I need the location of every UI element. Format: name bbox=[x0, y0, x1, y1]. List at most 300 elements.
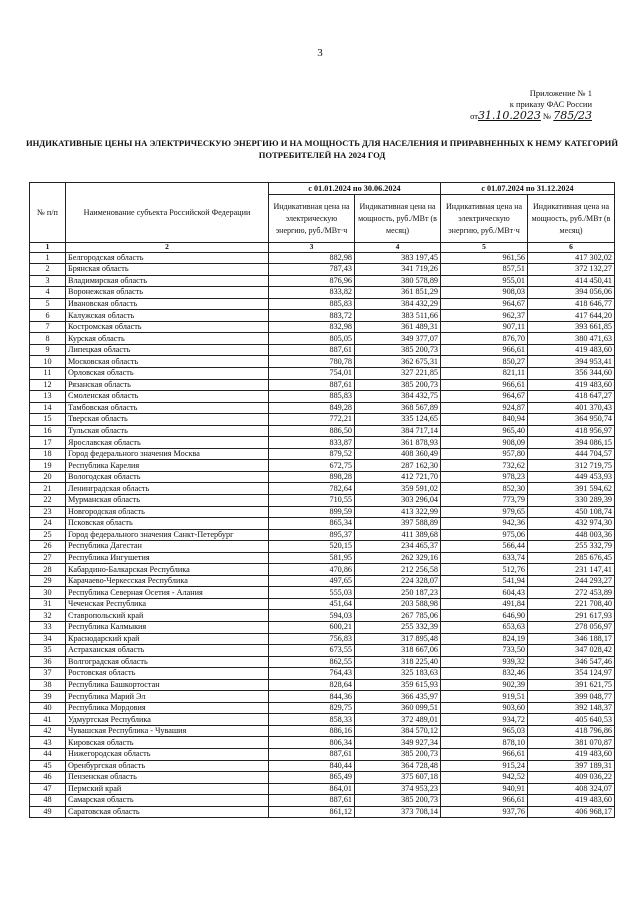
energy-price-h2: 903,60 bbox=[441, 702, 528, 714]
energy-price-h2: 978,23 bbox=[441, 471, 528, 483]
power-price-h1: 361 489,31 bbox=[355, 321, 441, 333]
header-energy-price-p1: Индикативная цена на электрическую энергию, руб./МВт·ч bbox=[269, 195, 355, 243]
region-name: Республика Мордовия bbox=[66, 702, 269, 714]
row-number: 33 bbox=[30, 622, 66, 634]
table-row bbox=[30, 483, 615, 495]
energy-price-h1: 840,44 bbox=[269, 760, 355, 772]
region-name: Псковская область bbox=[66, 518, 269, 530]
power-price-h1: 383 197,45 bbox=[355, 252, 441, 264]
row-number: 34 bbox=[30, 633, 66, 645]
region-name: Белгородская область bbox=[66, 252, 269, 264]
power-price-h2: 347 028,42 bbox=[528, 645, 615, 657]
table-row bbox=[30, 437, 615, 449]
energy-price-h1: 710,55 bbox=[269, 494, 355, 506]
region-name: Кабардино-Балкарская Республика bbox=[66, 564, 269, 576]
power-price-h1: 411 389,68 bbox=[355, 529, 441, 541]
region-name: Вологодская область bbox=[66, 471, 269, 483]
table-row bbox=[30, 298, 615, 310]
power-price-h1: 359 591,02 bbox=[355, 483, 441, 495]
power-price-h2: 255 332,79 bbox=[528, 541, 615, 553]
energy-price-h1: 806,34 bbox=[269, 737, 355, 749]
energy-price-h1: 829,75 bbox=[269, 702, 355, 714]
energy-price-h1: 844,36 bbox=[269, 691, 355, 703]
power-price-h2: 417 302,02 bbox=[528, 252, 615, 264]
power-price-h1: 397 588,89 bbox=[355, 518, 441, 530]
table-row bbox=[30, 494, 615, 506]
row-number: 42 bbox=[30, 725, 66, 737]
energy-price-h2: 908,03 bbox=[441, 287, 528, 299]
energy-price-h1: 887,61 bbox=[269, 749, 355, 761]
row-number: 41 bbox=[30, 714, 66, 726]
energy-price-h2: 832,46 bbox=[441, 668, 528, 680]
row-number: 29 bbox=[30, 575, 66, 587]
energy-price-h2: 732,62 bbox=[441, 460, 528, 472]
table-row bbox=[30, 679, 615, 691]
row-number: 11 bbox=[30, 367, 66, 379]
power-price-h1: 384 432,29 bbox=[355, 298, 441, 310]
energy-price-h2: 902,39 bbox=[441, 679, 528, 691]
table-row bbox=[30, 391, 615, 403]
prices-table bbox=[29, 182, 615, 818]
energy-price-h2: 957,80 bbox=[441, 448, 528, 460]
table-row bbox=[30, 287, 615, 299]
energy-price-h1: 805,05 bbox=[269, 333, 355, 345]
region-name: Республика Северная Осетия - Алания bbox=[66, 587, 269, 599]
region-name: Город федерального значения Санкт-Петербург bbox=[66, 529, 269, 541]
table-row bbox=[30, 252, 615, 264]
power-price-h2: 391 594,62 bbox=[528, 483, 615, 495]
power-price-h2: 364 950,74 bbox=[528, 414, 615, 426]
energy-price-h2: 966,61 bbox=[441, 344, 528, 356]
power-price-h2: 354 124,97 bbox=[528, 668, 615, 680]
energy-price-h1: 520,15 bbox=[269, 541, 355, 553]
region-name: Тамбовская область bbox=[66, 402, 269, 414]
energy-price-h1: 828,64 bbox=[269, 679, 355, 691]
energy-price-h1: 887,61 bbox=[269, 379, 355, 391]
row-number: 3 bbox=[30, 275, 66, 287]
table-row bbox=[30, 587, 615, 599]
row-number: 13 bbox=[30, 391, 66, 403]
power-price-h1: 212 256,58 bbox=[355, 564, 441, 576]
row-number: 36 bbox=[30, 656, 66, 668]
table-row bbox=[30, 714, 615, 726]
energy-price-h2: 942,52 bbox=[441, 772, 528, 784]
power-price-h1: 384 717,14 bbox=[355, 425, 441, 437]
power-price-h2: 356 344,60 bbox=[528, 367, 615, 379]
energy-price-h2: 975,06 bbox=[441, 529, 528, 541]
table-row bbox=[30, 691, 615, 703]
region-name: Нижегородская область bbox=[66, 749, 269, 761]
region-name: Республика Марий Эл bbox=[66, 691, 269, 703]
power-price-h1: 385 200,73 bbox=[355, 749, 441, 761]
power-price-h1: 203 588,98 bbox=[355, 598, 441, 610]
table-row bbox=[30, 541, 615, 553]
energy-price-h2: 937,76 bbox=[441, 806, 528, 818]
power-price-h2: 419 483,60 bbox=[528, 379, 615, 391]
appendix-number-prefix: № bbox=[543, 111, 552, 121]
energy-price-h1: 849,28 bbox=[269, 402, 355, 414]
region-name: Республика Башкортостан bbox=[66, 679, 269, 691]
region-name: Мурманская область bbox=[66, 494, 269, 506]
energy-price-h2: 919,51 bbox=[441, 691, 528, 703]
power-price-h2: 432 974,30 bbox=[528, 518, 615, 530]
energy-price-h2: 979,65 bbox=[441, 506, 528, 518]
power-price-h1: 327 221,85 bbox=[355, 367, 441, 379]
energy-price-h2: 942,36 bbox=[441, 518, 528, 530]
region-name: Оренбургская область bbox=[66, 760, 269, 772]
region-name: Саратовская область bbox=[66, 806, 269, 818]
row-number: 27 bbox=[30, 552, 66, 564]
power-price-h2: 394 086,15 bbox=[528, 437, 615, 449]
table-row bbox=[30, 414, 615, 426]
power-price-h2: 408 324,07 bbox=[528, 783, 615, 795]
region-name: Московская область bbox=[66, 356, 269, 368]
energy-price-h1: 833,87 bbox=[269, 437, 355, 449]
power-price-h2: 418 956,97 bbox=[528, 425, 615, 437]
column-index-6: 6 bbox=[528, 243, 615, 253]
energy-price-h1: 555,03 bbox=[269, 587, 355, 599]
table-row bbox=[30, 518, 615, 530]
table-row bbox=[30, 344, 615, 356]
table-row bbox=[30, 737, 615, 749]
energy-price-h1: 754,01 bbox=[269, 367, 355, 379]
power-price-h1: 366 435,97 bbox=[355, 691, 441, 703]
table-row bbox=[30, 275, 615, 287]
power-price-h2: 419 483,60 bbox=[528, 795, 615, 807]
power-price-h1: 318 225,40 bbox=[355, 656, 441, 668]
table-row bbox=[30, 598, 615, 610]
energy-price-h1: 787,43 bbox=[269, 264, 355, 276]
table-row bbox=[30, 622, 615, 634]
row-number: 48 bbox=[30, 795, 66, 807]
document-title: ИНДИКАТИВНЫЕ ЦЕНЫ НА ЭЛЕКТРИЧЕСКУЮ ЭНЕРГИЮ И НА МОЩНОСТЬ ДЛЯ НАСЕЛЕНИЯ И ПРИРАВНЕННЫХ К НЕМУ КАТЕГОРИЙ ПОТРЕБИТЕЛЕЙ НА 2024 ГОД bbox=[25, 138, 619, 160]
power-price-h2: 418 647,27 bbox=[528, 391, 615, 403]
power-price-h1: 341 719,26 bbox=[355, 264, 441, 276]
region-name: Пензенская область bbox=[66, 772, 269, 784]
energy-price-h2: 653,63 bbox=[441, 622, 528, 634]
row-number: 44 bbox=[30, 749, 66, 761]
region-name: Город федерального значения Москва bbox=[66, 448, 269, 460]
energy-price-h1: 885,83 bbox=[269, 298, 355, 310]
power-price-h2: 291 617,93 bbox=[528, 610, 615, 622]
row-number: 8 bbox=[30, 333, 66, 345]
energy-price-h2: 962,37 bbox=[441, 310, 528, 322]
row-number: 19 bbox=[30, 460, 66, 472]
power-price-h2: 392 148,37 bbox=[528, 702, 615, 714]
power-price-h1: 349 927,34 bbox=[355, 737, 441, 749]
table-row bbox=[30, 575, 615, 587]
energy-price-h2: 907,11 bbox=[441, 321, 528, 333]
energy-price-h1: 673,55 bbox=[269, 645, 355, 657]
power-price-h1: 318 667,06 bbox=[355, 645, 441, 657]
energy-price-h1: 887,61 bbox=[269, 344, 355, 356]
energy-price-h2: 857,51 bbox=[441, 264, 528, 276]
energy-price-h2: 876,70 bbox=[441, 333, 528, 345]
power-price-h1: 373 708,14 bbox=[355, 806, 441, 818]
energy-price-h2: 604,43 bbox=[441, 587, 528, 599]
appendix-block bbox=[442, 88, 592, 122]
energy-price-h2: 955,01 bbox=[441, 275, 528, 287]
header-period-1: с 01.01.2024 по 30.06.2024 bbox=[269, 183, 441, 195]
power-price-h2: 312 719,75 bbox=[528, 460, 615, 472]
appendix-number: 785/23 bbox=[553, 109, 592, 122]
power-price-h2: 272 453,89 bbox=[528, 587, 615, 599]
row-number: 12 bbox=[30, 379, 66, 391]
power-price-h1: 317 895,48 bbox=[355, 633, 441, 645]
table-row bbox=[30, 749, 615, 761]
row-number: 6 bbox=[30, 310, 66, 322]
energy-price-h1: 883,72 bbox=[269, 310, 355, 322]
energy-price-h1: 772,21 bbox=[269, 414, 355, 426]
header-power-price-p1: Индикативная цена на мощность, руб./МВт (в месяц) bbox=[355, 195, 441, 243]
energy-price-h1: 886,16 bbox=[269, 725, 355, 737]
power-price-h1: 262 329,16 bbox=[355, 552, 441, 564]
row-number: 17 bbox=[30, 437, 66, 449]
power-price-h1: 408 360,49 bbox=[355, 448, 441, 460]
table-row bbox=[30, 564, 615, 576]
energy-price-h2: 961,56 bbox=[441, 252, 528, 264]
power-price-h1: 335 124,65 bbox=[355, 414, 441, 426]
power-price-h2: 381 070,87 bbox=[528, 737, 615, 749]
region-name: Воронежская область bbox=[66, 287, 269, 299]
energy-price-h2: 512,76 bbox=[441, 564, 528, 576]
table-row bbox=[30, 333, 615, 345]
energy-price-h1: 887,61 bbox=[269, 795, 355, 807]
row-number: 40 bbox=[30, 702, 66, 714]
power-price-h1: 359 615,93 bbox=[355, 679, 441, 691]
header-power-price-p2: Индикативная цена на мощность, руб./МВт (в месяц) bbox=[528, 195, 615, 243]
energy-price-h1: 782,64 bbox=[269, 483, 355, 495]
energy-price-h2: 840,94 bbox=[441, 414, 528, 426]
power-price-h1: 267 785,06 bbox=[355, 610, 441, 622]
energy-price-h1: 451,64 bbox=[269, 598, 355, 610]
energy-price-h1: 879,52 bbox=[269, 448, 355, 460]
power-price-h2: 372 132,27 bbox=[528, 264, 615, 276]
region-name: Ярославская область bbox=[66, 437, 269, 449]
energy-price-h2: 633,74 bbox=[441, 552, 528, 564]
table-row bbox=[30, 795, 615, 807]
energy-price-h1: 898,28 bbox=[269, 471, 355, 483]
energy-price-h2: 915,24 bbox=[441, 760, 528, 772]
row-number: 39 bbox=[30, 691, 66, 703]
energy-price-h2: 964,67 bbox=[441, 391, 528, 403]
header-number: № п/п bbox=[30, 183, 66, 243]
row-number: 23 bbox=[30, 506, 66, 518]
region-name: Тульская область bbox=[66, 425, 269, 437]
row-number: 1 bbox=[30, 252, 66, 264]
table-row bbox=[30, 356, 615, 368]
row-number: 2 bbox=[30, 264, 66, 276]
region-name: Орловская область bbox=[66, 367, 269, 379]
power-price-h1: 375 607,18 bbox=[355, 772, 441, 784]
power-price-h1: 385 200,73 bbox=[355, 379, 441, 391]
row-number: 20 bbox=[30, 471, 66, 483]
appendix-line-3 bbox=[442, 110, 592, 122]
energy-price-h1: 756,83 bbox=[269, 633, 355, 645]
table-row bbox=[30, 656, 615, 668]
power-price-h1: 374 953,23 bbox=[355, 783, 441, 795]
row-number: 5 bbox=[30, 298, 66, 310]
region-name: Новгородская область bbox=[66, 506, 269, 518]
region-name: Брянская область bbox=[66, 264, 269, 276]
energy-price-h2: 566,44 bbox=[441, 541, 528, 553]
region-name: Ивановская область bbox=[66, 298, 269, 310]
table-row bbox=[30, 610, 615, 622]
energy-price-h2: 541,94 bbox=[441, 575, 528, 587]
energy-price-h1: 833,82 bbox=[269, 287, 355, 299]
power-price-h2: 330 289,39 bbox=[528, 494, 615, 506]
region-name: Самарская область bbox=[66, 795, 269, 807]
energy-price-h2: 934,72 bbox=[441, 714, 528, 726]
energy-price-h2: 966,61 bbox=[441, 749, 528, 761]
power-price-h1: 384 432,75 bbox=[355, 391, 441, 403]
page-number: 3 bbox=[317, 47, 323, 59]
power-price-h2: 448 003,36 bbox=[528, 529, 615, 541]
power-price-h1: 361 878,93 bbox=[355, 437, 441, 449]
appendix-line-1: Приложение № 1 bbox=[529, 88, 592, 98]
energy-price-h1: 581,95 bbox=[269, 552, 355, 564]
power-price-h2: 444 704,57 bbox=[528, 448, 615, 460]
row-number: 7 bbox=[30, 321, 66, 333]
table-row bbox=[30, 633, 615, 645]
table-row bbox=[30, 806, 615, 818]
row-number: 43 bbox=[30, 737, 66, 749]
power-price-h1: 349 377,07 bbox=[355, 333, 441, 345]
row-number: 35 bbox=[30, 645, 66, 657]
energy-price-h1: 764,43 bbox=[269, 668, 355, 680]
table-row bbox=[30, 668, 615, 680]
power-price-h1: 380 578,89 bbox=[355, 275, 441, 287]
power-price-h2: 406 968,17 bbox=[528, 806, 615, 818]
power-price-h1: 361 851,29 bbox=[355, 287, 441, 299]
power-price-h1: 287 162,30 bbox=[355, 460, 441, 472]
power-price-h2: 394 056,06 bbox=[528, 287, 615, 299]
energy-price-h1: 882,98 bbox=[269, 252, 355, 264]
table-row bbox=[30, 425, 615, 437]
energy-price-h2: 964,67 bbox=[441, 298, 528, 310]
power-price-h1: 303 296,04 bbox=[355, 494, 441, 506]
power-price-h2: 450 108,74 bbox=[528, 506, 615, 518]
row-number: 4 bbox=[30, 287, 66, 299]
energy-price-h2: 821,11 bbox=[441, 367, 528, 379]
power-price-h1: 234 465,37 bbox=[355, 541, 441, 553]
row-number: 10 bbox=[30, 356, 66, 368]
table-row bbox=[30, 702, 615, 714]
power-price-h2: 393 661,85 bbox=[528, 321, 615, 333]
row-number: 28 bbox=[30, 564, 66, 576]
power-price-h2: 346 188,17 bbox=[528, 633, 615, 645]
power-price-h2: 380 471,63 bbox=[528, 333, 615, 345]
appendix-line-2: к приказу ФАС России bbox=[509, 99, 592, 109]
power-price-h2: 278 056,97 bbox=[528, 622, 615, 634]
header-period-2: с 01.07.2024 по 31.12.2024 bbox=[441, 183, 615, 195]
energy-price-h2: 773,79 bbox=[441, 494, 528, 506]
power-price-h1: 362 675,31 bbox=[355, 356, 441, 368]
power-price-h2: 418 646,77 bbox=[528, 298, 615, 310]
row-number: 15 bbox=[30, 414, 66, 426]
table-row bbox=[30, 402, 615, 414]
power-price-h2: 409 036,22 bbox=[528, 772, 615, 784]
row-number: 9 bbox=[30, 344, 66, 356]
row-number: 45 bbox=[30, 760, 66, 772]
region-name: Краснодарский край bbox=[66, 633, 269, 645]
row-number: 21 bbox=[30, 483, 66, 495]
row-number: 18 bbox=[30, 448, 66, 460]
table-body bbox=[30, 252, 615, 818]
power-price-h1: 368 567,89 bbox=[355, 402, 441, 414]
energy-price-h2: 491,84 bbox=[441, 598, 528, 610]
energy-price-h1: 780,78 bbox=[269, 356, 355, 368]
power-price-h1: 385 200,73 bbox=[355, 344, 441, 356]
region-name: Липецкая область bbox=[66, 344, 269, 356]
energy-price-h2: 646,90 bbox=[441, 610, 528, 622]
power-price-h2: 399 048,77 bbox=[528, 691, 615, 703]
table-row bbox=[30, 264, 615, 276]
region-name: Калужская область bbox=[66, 310, 269, 322]
power-price-h2: 414 450,41 bbox=[528, 275, 615, 287]
row-number: 24 bbox=[30, 518, 66, 530]
energy-price-h1: 832,98 bbox=[269, 321, 355, 333]
column-index-2: 2 bbox=[66, 243, 269, 253]
region-name: Смоленская область bbox=[66, 391, 269, 403]
region-name: Пермский край bbox=[66, 783, 269, 795]
power-price-h2: 405 640,53 bbox=[528, 714, 615, 726]
region-name: Костромская область bbox=[66, 321, 269, 333]
row-number: 26 bbox=[30, 541, 66, 553]
energy-price-h1: 886,50 bbox=[269, 425, 355, 437]
column-index-5: 5 bbox=[441, 243, 528, 253]
energy-price-h1: 600,21 bbox=[269, 622, 355, 634]
region-name: Ростовская область bbox=[66, 668, 269, 680]
energy-price-h2: 966,61 bbox=[441, 379, 528, 391]
power-price-h2: 231 147,41 bbox=[528, 564, 615, 576]
table-row bbox=[30, 772, 615, 784]
energy-price-h1: 470,86 bbox=[269, 564, 355, 576]
power-price-h1: 372 489,01 bbox=[355, 714, 441, 726]
energy-price-h1: 899,59 bbox=[269, 506, 355, 518]
power-price-h2: 346 547,46 bbox=[528, 656, 615, 668]
table-row bbox=[30, 552, 615, 564]
power-price-h2: 285 676,45 bbox=[528, 552, 615, 564]
column-index-3: 3 bbox=[269, 243, 355, 253]
row-number: 14 bbox=[30, 402, 66, 414]
energy-price-h1: 497,65 bbox=[269, 575, 355, 587]
power-price-h1: 384 570,12 bbox=[355, 725, 441, 737]
energy-price-h1: 864,01 bbox=[269, 783, 355, 795]
region-name: Республика Карелия bbox=[66, 460, 269, 472]
region-name: Владимирская область bbox=[66, 275, 269, 287]
energy-price-h1: 876,96 bbox=[269, 275, 355, 287]
appendix-date-prefix: от bbox=[470, 111, 478, 121]
table-row bbox=[30, 725, 615, 737]
region-name: Ставропольский край bbox=[66, 610, 269, 622]
power-price-h1: 224 328,07 bbox=[355, 575, 441, 587]
power-price-h1: 385 200,73 bbox=[355, 795, 441, 807]
row-number: 31 bbox=[30, 598, 66, 610]
appendix-date: 31.10.2023 bbox=[477, 109, 541, 122]
power-price-h1: 250 187,23 bbox=[355, 587, 441, 599]
energy-price-h2: 965,03 bbox=[441, 725, 528, 737]
power-price-h1: 364 728,48 bbox=[355, 760, 441, 772]
power-price-h2: 397 189,31 bbox=[528, 760, 615, 772]
table-row bbox=[30, 783, 615, 795]
power-price-h2: 449 453,93 bbox=[528, 471, 615, 483]
region-name: Рязанская область bbox=[66, 379, 269, 391]
region-name: Тверская область bbox=[66, 414, 269, 426]
power-price-h2: 221 708,40 bbox=[528, 598, 615, 610]
region-name: Карачаево-Черкесская Республика bbox=[66, 575, 269, 587]
energy-price-h1: 862,55 bbox=[269, 656, 355, 668]
